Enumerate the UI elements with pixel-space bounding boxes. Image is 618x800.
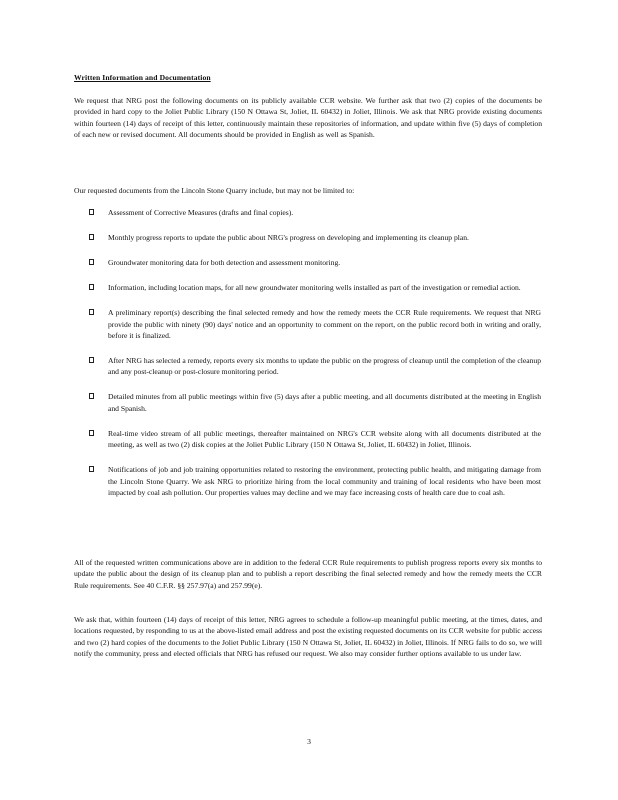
intro-paragraph: We request that NRG post the following documents on its publicly available CCR website. We further ask that two (2) copies of the documents be provided in hard copy to the Joliet Public Library (150 N Ottawa St, Joliet, IL 60432) in Joliet, Illinois. We ask that NRG provide existing documents within fourteen (14) days of receipt of this letter, continuously maintain these repositories of information, and update within five (5) days of completion of each new or revised document. All documents should be provided in English as well as Spanish. <box>74 96 542 139</box>
list-item: Notifications of job and job training opportunities related to restoring the environment, protecting public health, and mitigating damage from the Lincoln Stone Quarry. We ask NRG to prioritize hiring from the local community and training of local residents who have been most impacted by coal ash pollution. Our properties values may decline and we may face increasing costs of health care due to coal ash. <box>89 464 541 498</box>
page-number: 3 <box>307 737 311 746</box>
bullet-box-icon <box>89 393 94 399</box>
list-item: Real-time video stream of all public meetings, thereafter maintained on NRG's CCR website along with all documents distributed at the meeting, as well as two (2) disk copies at the Joliet Public Library (150 N Ottawa St, Joliet, IL 60432) in Joliet, Illinois. <box>89 428 541 451</box>
bullet-box-icon <box>89 430 94 436</box>
bullet-box-icon <box>89 466 94 472</box>
bullet-box-icon <box>89 259 94 265</box>
section-heading: Written Information and Documentation <box>74 73 211 82</box>
bullet-box-icon <box>89 234 94 240</box>
list-item: Information, including location maps, for all new groundwater monitoring wells installed as part of the investigation or remedial action. <box>89 282 541 293</box>
list-item: After NRG has selected a remedy, reports every six months to update the public on the progress of cleanup until the completion of the cleanup and any post-cleanup or post-closure monitoring period. <box>89 355 541 378</box>
requested-documents-list <box>89 207 541 512</box>
bullet-box-icon <box>89 309 94 315</box>
bullet-box-icon <box>89 209 94 215</box>
list-item: Detailed minutes from all public meetings within five (5) days after a public meeting, and all documents distributed at the meeting in English and Spanish. <box>89 391 541 414</box>
closing-paragraph-1: All of the requested written communications above are in addition to the federal CCR Rule requirements to publish progress reports every six months to update the public about the design of its cleanup plan and to publish a report describing the final selected remedy and how the remedy meets the CCR Rule requirements. See 40 C.F.R. §§ 257.97(a) and 257.99(e). <box>74 558 542 590</box>
lead-paragraph: Our requested documents from the Lincoln Stone Quarry include, but may not be limited to: <box>74 186 355 195</box>
bullet-box-icon <box>89 357 94 363</box>
list-item: A preliminary report(s) describing the final selected remedy and how the remedy meets the CCR Rule requirements. We request that NRG provide the public with ninety (90) days' notice and an opportunity to comment on the report, on the public record both in writing and orally, before it is finalized. <box>89 307 541 341</box>
closing-paragraph-2: We ask that, within fourteen (14) days of receipt of this letter, NRG agrees to schedule a follow-up meaningful public meeting, at the times, dates, and locations requested, by responding to us at the above-listed email address and post the existing requested documents on its CCR website for public access and two (2) hard copies of the documents to the Joliet Public Library (150 N Ottawa St, Joliet, IL 60432) in Joliet, Illinois. If NRG fails to do so, we will notify the community, press and elected officials that NRG has refused our request. We also may consider further options available to us under law. <box>74 615 542 658</box>
bullet-box-icon <box>89 284 94 290</box>
list-item: Assessment of Corrective Measures (drafts and final copies). <box>89 207 541 218</box>
list-item: Monthly progress reports to update the public about NRG's progress on developing and implementing its cleanup plan. <box>89 232 541 243</box>
list-item: Groundwater monitoring data for both detection and assessment monitoring. <box>89 257 541 268</box>
